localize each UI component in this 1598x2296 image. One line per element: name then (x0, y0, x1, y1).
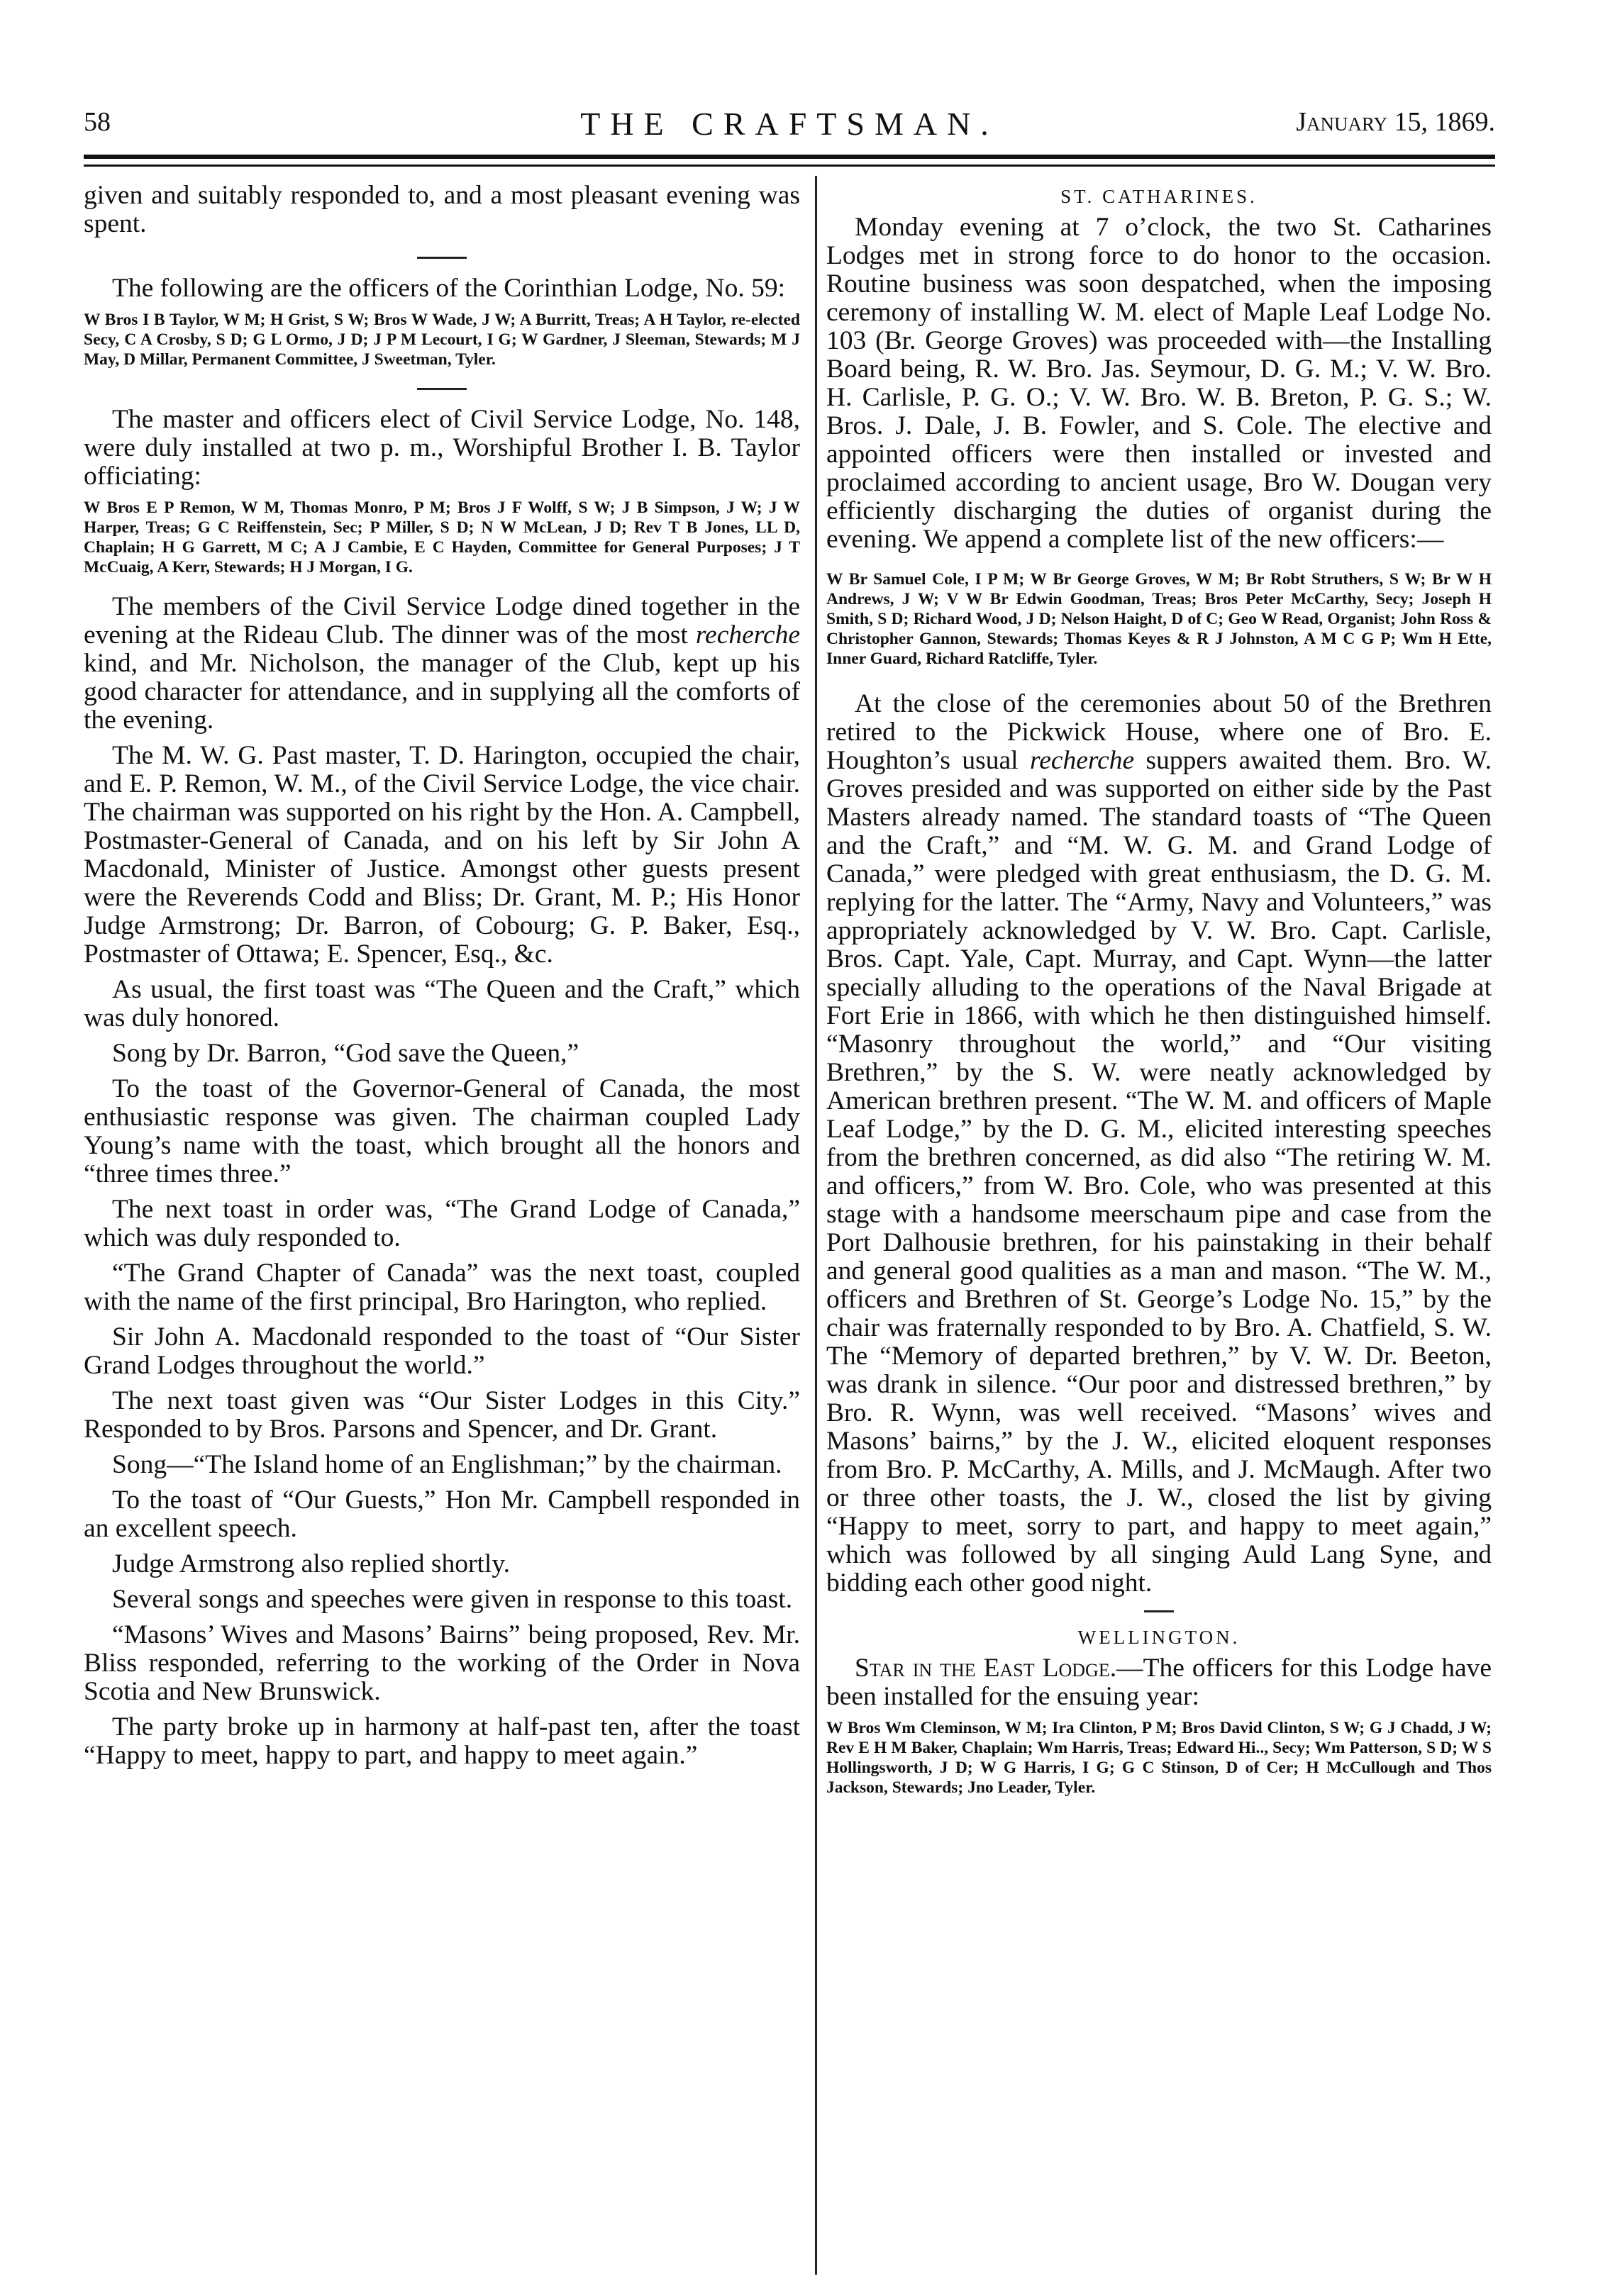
paragraph-closing-prior: given and suitably responded to, and a most pleasant evening was spent. (84, 182, 800, 238)
paragraph-close-ceremonies (826, 690, 1492, 1598)
star-officers-list: W Bros Wm Cleminson, W M; Ira Clinton, P M; Bros David Clinton, S W; G J Chadd, J W; Rev E H M Baker, Chaplain; Wm Harris, Treas; Edward Hi.., Secy; Wm Patterson, S D; W S Hollingsworth, J D; W G Harris, I G; G C Stinson, D of Cer; H McCullough and Thos Jackson, Stewards; Jno Leader, Tyler. (826, 1719, 1492, 1797)
paragraph-first-toast: As usual, the first toast was “The Queen and the Craft,” which was duly honored. (84, 975, 800, 1032)
wellington-heading: WELLINGTON. (1077, 1627, 1241, 1648)
right-column (826, 182, 1492, 1798)
paragraph-past-master: The M. W. G. Past master, T. D. Harington, occupied the chair, and E. P. Remon, W. M., of the Civil Service Lodge, the vice chair. The chairman was supported on his right by the Hon. A. Campbell, Postmaster-General of Canada, and on his left by Sir John A Macdonald, Minister of Justice. Amongst other guests present were the Reverends Codd and Bliss; Dr. Grant, M. P.; His Honor Judge Armstrong; Dr. Barron, of Cobourg; G. P. Baker, Esq., Postmaster of Ottawa; E. Spencer, Esq., &c. (84, 741, 800, 969)
star-lodge-name: Star in the East Lodge. (855, 1654, 1117, 1683)
header-rule-thick (84, 155, 1495, 159)
page-header (84, 106, 1495, 149)
paragraph-sister-lodges: The next toast given was “Our Sister Lodges in this City.” Responded to by Bros. Parsons and Spencer, and Dr. Grant. (84, 1386, 800, 1444)
paragraph-monday: Monday evening at 7 o’clock, the two St. Catharines Lodges met in strong force to do honor to the occasion. Routine business was soon despatched, when the imposing ceremony of installing W. M. elect of Maple Leaf Lodge No. 103 (Br. George Groves) was proceeded with—the Installing Board being, R. W. Bro. Jas. Seymour, D. G. M.; V. W. Bro. H. Carlisle, P. G. O.; V. W. Bro. W. B. Breton, P. G. S.; W. Bros. J. Dale, J. B. Fowler, and S. Cole. The elective and appointed officers were then installed or invested and proclaimed according to ancient usage, Bro W. Dougan very efficiently discharging the duties of organist during the evening. We append a complete list of the new officers:— (826, 213, 1492, 554)
paragraph-macdonald: Sir John A. Macdonald responded to the toast of “Our Sister Grand Lodges throughout the world.” (84, 1322, 800, 1380)
publication-title: THE CRAFTSMAN. (580, 106, 999, 142)
paragraph-masons-wives: “Masons’ Wives and Masons’ Bairns” being proposed, Rev. Mr. Bliss responded, referring to the working of the Order in Nova Scotia and New Brunswick. (84, 1620, 800, 1706)
paragraph-song-barron: Song by Dr. Barron, “God save the Queen,” (112, 1039, 579, 1068)
left-column (84, 182, 800, 1770)
dined-text-b: kind, and Mr. Nicholson, the manager of the Club, kept up his good character for attendance, and in supplying all the comforts of the evening. (84, 649, 800, 735)
dined-italic: recherche (695, 620, 800, 650)
column-divider (815, 176, 817, 2275)
section-dash (417, 388, 467, 390)
star-lodge-text: —The officers for this Lodge have been installed for the ensuing year: (826, 1654, 1492, 1711)
issue-date: January 15, 1869. (1296, 107, 1495, 137)
close-text-a: At the close of the ceremonies about 50 of the Brethren retired to the Pickwick House, where one of Bro. E. Houghton’s usual (826, 689, 1492, 775)
paragraph-song-island: Song—“The Island home of an Englishman;” by the chairman. (112, 1450, 782, 1479)
paragraph-several-songs: Several songs and speeches were given in response to this toast. (112, 1585, 793, 1614)
close-text-b: suppers awaited them. Bro. W. Groves presided and was supported on either side by the Past Masters already named. The standard toasts of “The Queen and the Craft,” and “M. W. G. M. and Grand Lodge of Canada,” were pledged with great enthusiasm, the D. G. M. replying for the latter. The “Army, Navy and Volunteers,” was appropriately acknowledged by V. W. Bro. Capt. Carlisle, Bros. Capt. Yale, Capt. Murray, and Capt. Wynn—the latter specially alluding to the operations of the Naval Brigade at Fort Erie in 1866, with which he then distinguished himself. “Masonry throughout the world,” and “Our visiting Brethren,” by the S. W. were neatly acknowledged by American brethren present. “The W. M. and officers of Maple Leaf Lodge,” by the D. G. M., elicited interesting speeches from the brethren concerned, as did also “The retiring W. M. and officers,” from W. Bro. Cole, who was presented at this stage with a handsome meerschaum pipe and case from the Port Dalhousie brethren, for his painstaking in their behalf and general good qualities as a man and mason. “The W. M., officers and Brethren of St. George’s Lodge No. 15,” by the chair was fraternally responded to by Bro. A. Chatfield, S. W. The “Memory of departed brethren,” by V. W. Dr. Beeton, was drank in silence. “Our poor and distressed brethren,” by Bro. R. Wynn, was well received. “Masons’ wives and Masons’ bairns,” by the J. W., elicited eloquent responses from Bro. P. McCarthy, A. Mills, and J. McMaugh. After two or three other toasts, the J. W., closed the list by giving “Happy to meet, sorry to part, and happy to meet again,” which was followed by all singing Auld Lang Syne, and bidding each other good night. (826, 746, 1492, 1598)
civil-service-officers-list: W Bros E P Remon, W M, Thomas Monro, P M; Bros J F Wolff, S W; J B Simpson, J W; J W Harper, Treas; G C Reiffenstein, Sec; P Miller, S D; N W McLean, J D; Rev T B Jones, LL D, Chaplain; H G Garrett, M C; A J Cambie, E C Hayden, Committee for General Purposes; J T McCuaig, A Kerr, Stewards; H J Morgan, I G. (84, 498, 800, 576)
header-rule-thin (84, 165, 1495, 167)
close-italic: recherche (1030, 746, 1135, 775)
paragraph-broke-up: The party broke up in harmony at half-past ten, after the toast “Happy to meet, happy to part, and happy to meet again.” (84, 1712, 800, 1770)
civil-service-intro: The master and officers elect of Civil Service Lodge, No. 148, were duly installed at two p. m., Worshipful Brother I. B. Taylor officiating: (84, 405, 800, 491)
st-catharines-heading: ST. CATHARINES. (1060, 186, 1258, 207)
paragraph-dined (84, 593, 800, 735)
paragraph-armstrong: Judge Armstrong also replied shortly. (112, 1549, 511, 1578)
paragraph-star-in-east (826, 1654, 1492, 1711)
page-number: 58 (84, 107, 111, 137)
corinthian-officers-list: W Bros I B Taylor, W M; H Grist, S W; Bros W Wade, J W; A Burritt, Treas; A H Taylor, re-elected Secy, C A Crosby, S D; G L Ormo, J D; J P M Lecourt, I G; W Gardner, J Sleeman, Stewards; M J May, D Millar, Permanent Committee, J Sweetman, Tyler. (84, 311, 800, 369)
section-dash (1144, 1610, 1174, 1612)
st-catharines-officers-list: W Br Samuel Cole, I P M; W Br George Groves, W M; Br Robt Struthers, S W; Br W H Andrews, J W; V W Br Edwin Goodman, Treas; Bros Peter McCarthy, Secy; Joseph H Smith, S D; Richard Wood, J D; Nelson Haight, D of C; Geo W Read, Organist; John Ross & Christopher Gannon, Stewards; Thomas Keyes & R J Johnston, A M C G P; Wm H Ette, Inner Guard, Richard Ratcliffe, Tyler. (826, 570, 1492, 668)
paragraph-grand-chapter: “The Grand Chapter of Canada” was the next toast, coupled with the name of the first principal, Bro Harington, who replied. (84, 1259, 800, 1316)
dined-text-a: The members of the Civil Service Lodge dined together in the evening at the Rideau Club. The dinner was of the most (84, 592, 800, 650)
corinthian-intro: The following are the officers of the Corinthian Lodge, No. 59: (112, 274, 786, 303)
paragraph-our-guests: To the toast of “Our Guests,” Hon Mr. Campbell responded in an excellent speech. (84, 1486, 800, 1543)
paragraph-grand-lodge: The next toast in order was, “The Grand Lodge of Canada,” which was duly responded to. (84, 1195, 800, 1252)
paragraph-governor: To the toast of the Governor-General of Canada, the most enthusiastic response was given. The chairman coupled Lady Young’s name with the toast, which brought all the honors and “three times three.” (84, 1074, 800, 1188)
section-dash (417, 257, 467, 259)
